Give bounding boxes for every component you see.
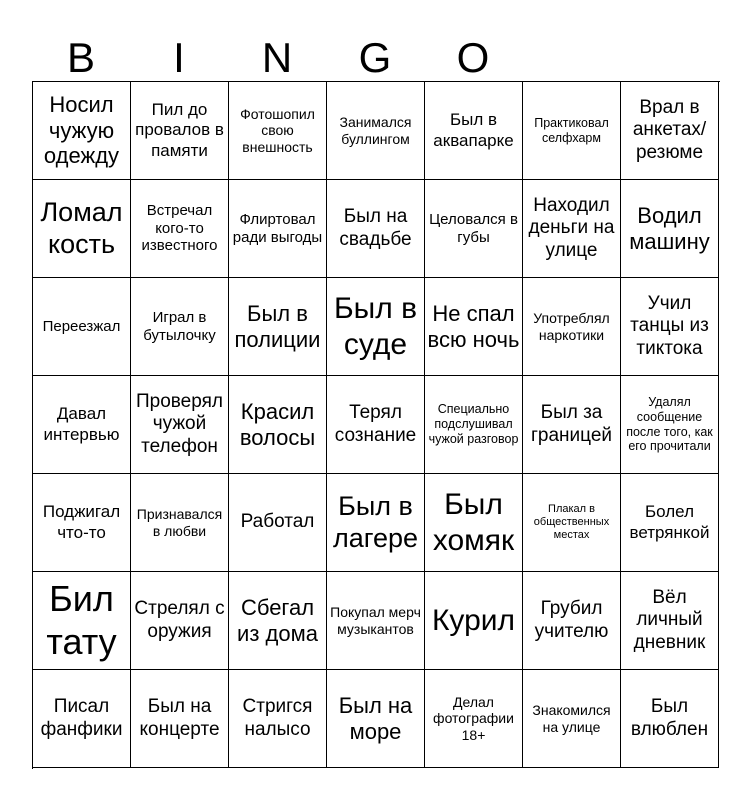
cell-text: Был хомяк bbox=[432, 488, 515, 557]
bingo-cell[interactable] bbox=[131, 278, 229, 376]
bingo-cell[interactable] bbox=[33, 474, 131, 572]
cell-text: Флиртовал ради выгоды bbox=[232, 210, 323, 246]
header-letter-g: G bbox=[358, 34, 392, 81]
cell-text: Бил тату bbox=[46, 578, 117, 662]
cell-text: Встречал кого-то известного bbox=[141, 201, 218, 255]
cell-text: Не спал всю ночь bbox=[427, 300, 520, 352]
cell-text: Фотошопил свою внешность bbox=[240, 105, 315, 155]
cell-text: Курил bbox=[431, 603, 516, 637]
bingo-cell[interactable] bbox=[229, 670, 327, 768]
bingo-cell[interactable] bbox=[327, 572, 425, 670]
cell-text: Поджигал что-то bbox=[42, 502, 121, 542]
bingo-cell[interactable] bbox=[425, 180, 523, 278]
header-letter-i: I bbox=[173, 34, 185, 81]
cell-text: Был на свадьбе bbox=[339, 206, 412, 250]
bingo-cell[interactable] bbox=[621, 278, 719, 376]
cell-text: Писал фанфики bbox=[40, 696, 123, 740]
bingo-cell[interactable] bbox=[131, 474, 229, 572]
bingo-cell[interactable] bbox=[33, 376, 131, 474]
cell-text: Находил деньги на улице bbox=[528, 194, 615, 261]
bingo-cell[interactable] bbox=[33, 82, 131, 180]
cell-text: Целовался в губы bbox=[429, 210, 518, 246]
cell-text: Проверял чужой телефон bbox=[136, 390, 223, 457]
bingo-cell[interactable] bbox=[33, 180, 131, 278]
header-letter-b: B bbox=[66, 34, 95, 81]
bingo-cell[interactable] bbox=[523, 376, 621, 474]
cell-text: Терял сознание bbox=[334, 402, 417, 446]
cell-text: Специально подслушивал чужой разговор bbox=[428, 402, 519, 446]
cell-text: Болел ветрянкой bbox=[629, 502, 710, 542]
cell-text: Сбегал из дома bbox=[237, 594, 318, 646]
bingo-cell[interactable] bbox=[523, 82, 621, 180]
header-letter-o: O bbox=[456, 34, 490, 81]
bingo-cell[interactable] bbox=[33, 278, 131, 376]
bingo-cell[interactable] bbox=[425, 474, 523, 572]
bingo-cell[interactable] bbox=[523, 180, 621, 278]
bingo-cell[interactable] bbox=[523, 474, 621, 572]
cell-text: Был в аквапарке bbox=[433, 110, 514, 150]
cell-text: Играл в бутылочку bbox=[143, 308, 216, 344]
bingo-cell[interactable] bbox=[327, 82, 425, 180]
cell-text: Знакомился на улице bbox=[532, 701, 611, 735]
bingo-cell[interactable] bbox=[425, 278, 523, 376]
cell-text: Переезжал bbox=[42, 317, 121, 335]
cell-text: Был в лагере bbox=[332, 490, 419, 553]
bingo-cell[interactable] bbox=[425, 376, 523, 474]
cell-text: Стрелял с оружия bbox=[134, 598, 225, 642]
bingo-cell[interactable] bbox=[621, 376, 719, 474]
bingo-board bbox=[32, 81, 720, 769]
bingo-cell[interactable] bbox=[327, 670, 425, 768]
cell-text: Занимался буллингом bbox=[339, 113, 412, 147]
bingo-cell[interactable] bbox=[327, 278, 425, 376]
cell-text: Употреблял наркотики bbox=[533, 309, 610, 343]
header-letter-n: N bbox=[261, 34, 293, 81]
bingo-cell[interactable] bbox=[229, 82, 327, 180]
bingo-cell[interactable] bbox=[33, 670, 131, 768]
cell-text: Был влюблен bbox=[630, 696, 709, 740]
bingo-cell[interactable] bbox=[621, 572, 719, 670]
bingo-cell[interactable] bbox=[621, 180, 719, 278]
cell-text: Грубил учителю bbox=[534, 598, 609, 642]
bingo-cell[interactable] bbox=[229, 572, 327, 670]
bingo-cell[interactable] bbox=[523, 670, 621, 768]
bingo-cell[interactable] bbox=[425, 572, 523, 670]
cell-text: Удалял сообщение после того, как его прочитали bbox=[626, 395, 713, 454]
bingo-cell[interactable] bbox=[425, 670, 523, 768]
cell-text: Учил танцы из тиктока bbox=[630, 292, 709, 359]
bingo-cell[interactable] bbox=[621, 474, 719, 572]
bingo-cell[interactable] bbox=[131, 180, 229, 278]
bingo-cell[interactable] bbox=[523, 572, 621, 670]
cell-text: Работал bbox=[240, 511, 315, 533]
cell-text: Делал фотографии 18+ bbox=[433, 693, 514, 743]
cell-text: Был на море bbox=[338, 692, 413, 744]
cell-text: Пил до провалов в памяти bbox=[135, 100, 224, 160]
bingo-cell[interactable] bbox=[131, 670, 229, 768]
cell-text: Давал интервью bbox=[43, 404, 120, 444]
cell-text: Красил волосы bbox=[239, 398, 316, 450]
cell-text: Водил машину bbox=[629, 202, 710, 254]
cell-text: Был на концерте bbox=[139, 696, 220, 740]
bingo-cell[interactable] bbox=[425, 82, 523, 180]
cell-text: Был в полиции bbox=[234, 300, 321, 352]
cell-text: Покупал мерч музыкантов bbox=[330, 603, 421, 637]
cell-text: Ломал кость bbox=[40, 196, 123, 259]
bingo-cell[interactable] bbox=[327, 376, 425, 474]
cell-text: Признавался в любви bbox=[136, 505, 223, 539]
cell-text: Плакал в общественных местах bbox=[533, 503, 610, 541]
cell-text: Вёл личный дневник bbox=[633, 586, 706, 653]
cell-text: Врал в анкетах/ резюме bbox=[632, 96, 707, 163]
bingo-cell[interactable] bbox=[327, 180, 425, 278]
bingo-cell[interactable] bbox=[621, 82, 719, 180]
cell-text: Был за границей bbox=[530, 402, 613, 446]
bingo-cell[interactable] bbox=[327, 474, 425, 572]
bingo-cell[interactable] bbox=[229, 474, 327, 572]
cell-text: Носил чужую одежду bbox=[43, 91, 120, 169]
bingo-cell[interactable] bbox=[131, 572, 229, 670]
bingo-cell[interactable] bbox=[229, 180, 327, 278]
bingo-cell[interactable] bbox=[229, 376, 327, 474]
bingo-cell[interactable] bbox=[523, 278, 621, 376]
bingo-cell[interactable] bbox=[621, 670, 719, 768]
bingo-cell[interactable] bbox=[33, 572, 131, 670]
bingo-header bbox=[32, 32, 721, 84]
bingo-cell[interactable] bbox=[229, 278, 327, 376]
cell-text: Практиковал селфхарм bbox=[534, 115, 609, 145]
bingo-cell[interactable] bbox=[131, 82, 229, 180]
cell-text: Был в суде bbox=[333, 292, 418, 361]
cell-text: Стригся налысо bbox=[242, 696, 313, 740]
bingo-cell[interactable] bbox=[131, 376, 229, 474]
